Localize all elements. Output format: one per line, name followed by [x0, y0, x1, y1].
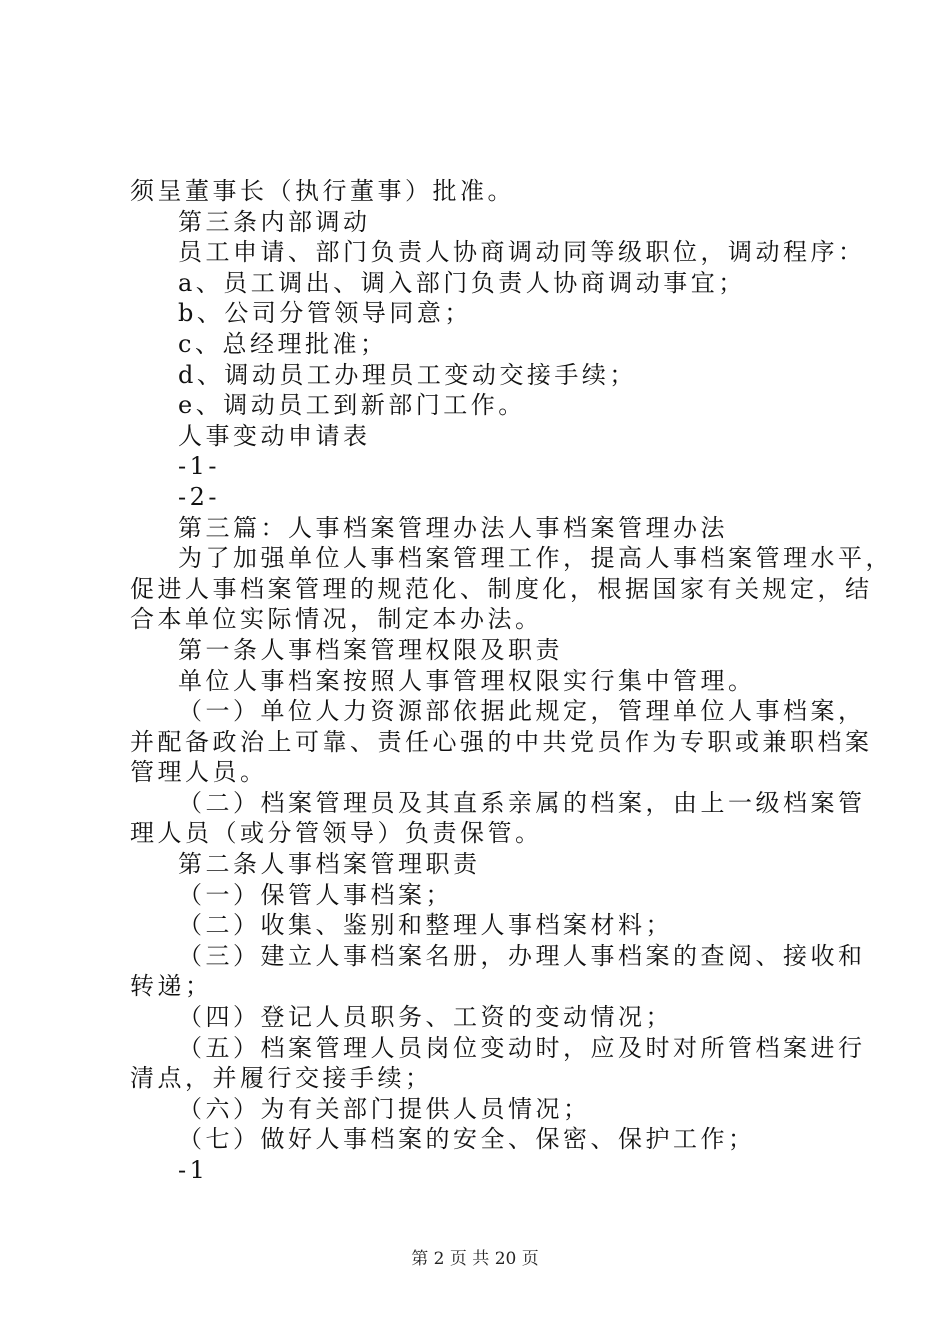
text-line: e、调动员工到新部门工作。 — [178, 391, 526, 420]
text-line: （三）建立人事档案名册，办理人事档案的查阅、接收和 — [178, 941, 866, 970]
text-line: 合本单位实际情况，制定本办法。 — [130, 605, 543, 634]
text-line: d、调动员工办理员工变动交接手续； — [178, 360, 637, 389]
text-line: 第二条人事档案管理职责 — [178, 850, 481, 879]
page-footer: 第 2 页 共 20 页 — [411, 1249, 539, 1269]
text-line: -1 — [178, 1156, 209, 1184]
text-line: -1- — [178, 452, 220, 481]
text-line: （一）单位人力资源部依据此规定，管理单位人事档案， — [178, 697, 866, 726]
text-line: 管理人员。 — [130, 758, 268, 787]
text-line: （二）档案管理员及其直系亲属的档案，由上一级档案管 — [178, 788, 866, 817]
text-line: c、总经理批准； — [178, 329, 388, 358]
text-line: 员工申请、部门负责人协商调动同等级职位，调动程序： — [178, 238, 866, 267]
text-line: （一）保管人事档案； — [178, 880, 453, 909]
text-line: （七）做好人事档案的安全、保密、保护工作； — [178, 1125, 756, 1154]
text-line: 单位人事档案按照人事管理权限实行集中管理。 — [178, 666, 756, 695]
document-body — [130, 176, 893, 1186]
text-line: （五）档案管理人员岗位变动时，应及时对所管档案进行 — [178, 1033, 866, 1062]
text-line: （二）收集、鉴别和整理人事档案材料； — [178, 911, 673, 940]
text-line: 并配备政治上可靠、责任心强的中共党员作为专职或兼职档案 — [130, 727, 873, 756]
text-line: （六）为有关部门提供人员情况； — [178, 1094, 591, 1123]
text-line: 理人员（或分管领导）负责保管。 — [130, 819, 543, 848]
text-line: 第三篇：人事档案管理办法人事档案管理办法 — [178, 513, 728, 542]
text-line: a、员工调出、调入部门负责人协商调动事宜； — [178, 268, 746, 297]
text-line: 人事变动申请表 — [178, 421, 371, 450]
text-line: 第一条人事档案管理权限及职责 — [178, 635, 563, 664]
text-line: b、公司分管领导同意； — [178, 299, 472, 328]
text-line: 第三条内部调动 — [178, 207, 371, 236]
text-line: 清点，并履行交接手续； — [130, 1064, 433, 1093]
text-line: 促进人事档案管理的规范化、制度化，根据国家有关规定，结 — [130, 574, 873, 603]
text-line: 为了加强单位人事档案管理工作，提高人事档案管理水平， — [178, 544, 893, 573]
text-line: 须呈董事长（执行董事）批准。 — [130, 177, 515, 205]
text-line: （四）登记人员职务、工资的变动情况； — [178, 1003, 673, 1032]
text-line: -2- — [178, 482, 220, 511]
text-line: 转递； — [130, 972, 213, 1001]
